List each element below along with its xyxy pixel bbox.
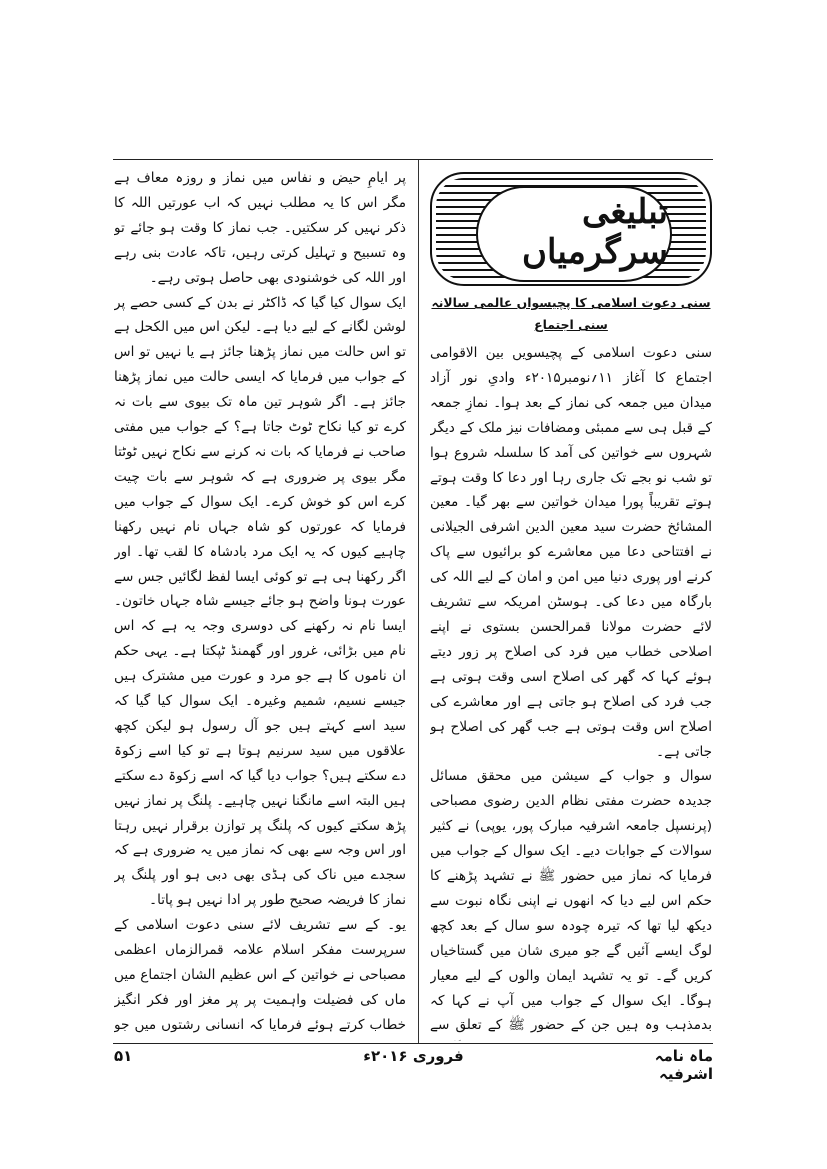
footer-rule [113, 1043, 713, 1044]
paragraph: سوال و جواب کے سیشن میں محقق مسائل جدیدہ حضرت مفتی نظام الدین رضوی مصباحی (پرنسپل جامعہ اشرفیہ مبارک پور، یوپی) نے کثیر سوالات کے جوابات دیے۔ ایک سوال کے جواب میں فرمایا کہ نماز میں حضور ﷺ نے تشہد پڑھنے کا حکم اس لیے دیا کہ انھوں نے اپنی نگاہ نبوت سے دیکھ لیا تھا کہ تیرہ چودہ سو سال کے بعد کچھ لوگ ایسے آئیں گے جو میری شان میں گستاخیاں کریں گے۔ تو یہ تشہد ایمان والوں کے لیے معیار ہوگا۔ ایک سوال کے جواب میں آپ نے کہا کہ بدمذہب وہ ہیں جن کے حضور ﷺ کے تعلق سے [430, 768, 712, 1034]
paragraph: ایک سوال کیا گیا کہ ڈاکٹر نے بدن کے کسی حصے پر لوشن لگانے کے لیے دیا ہے۔ لیکن اس میں الکحل ہے تو اس حالت میں نماز پڑھنا جائز ہے یا نہیں تو اس کے جواب میں فرمایا کہ ایسی حالت میں نماز پڑھنا جائز ہے۔ اگر شوہر تین ماہ تک بیوی سے بات نہ کرے تو کیا نکاح ٹوٹ جاتا ہے؟ کے جواب میں مفتی صاحب نے فرمایا کہ بات نہ کرنے سے نکاح نہیں ٹوٹتا مگر بیوی پر ضروری ہے کہ شوہر سے بات چیت کرے اس کو خوش کرے۔ ایک سوال کے جواب میں فرمایا کہ عورتوں کو شاہ جہاں نام نہیں رکھنا چاہیے کیوں کہ یہ ایک مرد بادشاہ کا لقب تھا۔ اور اگر رکھنا ہی ہے تو کوئی ایسا لفظ لگائیں جس سے عورت ہونا واضح ہو جائے جیسے شاہ جہاں خاتون۔ ایسا نام نہ رکھنے کی دوسری وجہ یہ ہے کہ اس نام میں بڑائی، غرور اور گھمنڈ ٹپکتا ہے۔ یہی حکم ان ناموں کا ہے جو مرد و عورت میں مشترک ہیں جیسے نسیم، شمیم وغیرہ۔ ایک سوال کیا گیا کہ سید اسے کہتے ہیں جو آل رسول ہو لیکن کچھ علاقوں میں سید سرنیم ہوتا ہے تو کیا اسے زکوۃ دے سکتے ہیں؟ جواب دیا گیا کہ اسے زکوۃ دے سکتے ہیں البتہ اسے مانگنا نہیں چاہیے۔ پلنگ پر نماز نہیں پڑھ سکتے کیوں کہ پلنگ پر توازن برقرار نہیں رہتا اور اس وجہ سے بھی کہ نماز میں یہ ضروری ہے کہ سجدے میں ناک کی ہڈی بھی دبی ہو اور پلنگ پر نماز کا فریضہ صحیح طور پر ادا نہیں ہو پاتا۔ [114, 294, 406, 909]
banner-title: تبلیغی سرگرمیاں [522, 192, 668, 272]
section-banner [430, 172, 712, 286]
header-rule [113, 159, 713, 160]
right-column [430, 341, 712, 1041]
paragraph: یو۔ کے سے تشریف لائے سنی دعوت اسلامی کے سرپرست مفکر اسلام علامہ قمرالزماں اعظمی مصباحی نے خواتین کے اس عظیم الشان اجتماع میں ماں کی فضیلت واہمیت پر پر مغز اور فکر انگیز خطاب کرتے ہوئے فرمایا کہ انسانی رشتوں میں جو [114, 917, 406, 1033]
article-headline: سنی دعوت اسلامی کا پچیسواں عالمی سالانہ سنی اجتماع [431, 295, 711, 332]
paragraph: سنی دعوت اسلامی کے پچیسویں بین الاقوامی اجتماع کا آغاز ۱۱؍نومبر۲۰۱۵ء وادیِ نور آزاد میدان میں جمعہ کی نماز کے بعد ہوا۔ نمازِ جمعہ کے قبل ہی سے ممبئی ومضافات نیز ملک کے دیگر شہروں سے خواتین کی آمد کا سلسلہ شروع ہوا تو شب نو بجے تک جاری رہا اور دعا کا وقت ہوتے ہوتے تقریباً پورا میدان خواتین سے بھر گیا۔ معین المشائخ حضرت سید معین الدین اشرفی الجیلانی نے افتتاحی دعا میں معاشرے کو برائیوں سے پاک کرنے اور پوری دنیا میں امن و امان کے لیے اللہ کی بارگاہ میں دعا کی۔ ہوسٹن امریکہ سے تشریف لائے حضرت مولانا قمرالحسن بستوی نے اپنے اصلاحی خطاب میں فرد کی اصلاح پر زور دیتے ہوئے کہا کہ گھر کی اصلاح اسی وقت ہوتی ہے جب فرد کی اصلاح ہو جاتی ہے اور معاشرے کی اصلاح اس وقت ہوتی ہے جب گھر کی اصلاح ہو جاتی ہے۔ [430, 345, 712, 760]
paragraph: پر ایامِ حیض و نفاس میں نماز و روزہ معاف ہے مگر اس کا یہ مطلب نہیں کہ اب عورتیں اللہ کا ذکر نہیں کر سکتیں۔ جب نماز کا وقت ہو جائے تو وہ تسبیح و تہلیل کرتی رہیں، تاکہ عادت بنی رہے اور اللہ کی خوشنودی بھی حاصل ہوتی رہے۔ [114, 170, 406, 286]
left-column [114, 166, 406, 1040]
page-number: ۵۱ [114, 1047, 133, 1065]
magazine-name: ماہ نامہ اشرفیہ [654, 1047, 713, 1083]
column-divider [418, 160, 419, 1043]
issue-date: فروری ۲۰۱۶ء [363, 1047, 464, 1065]
